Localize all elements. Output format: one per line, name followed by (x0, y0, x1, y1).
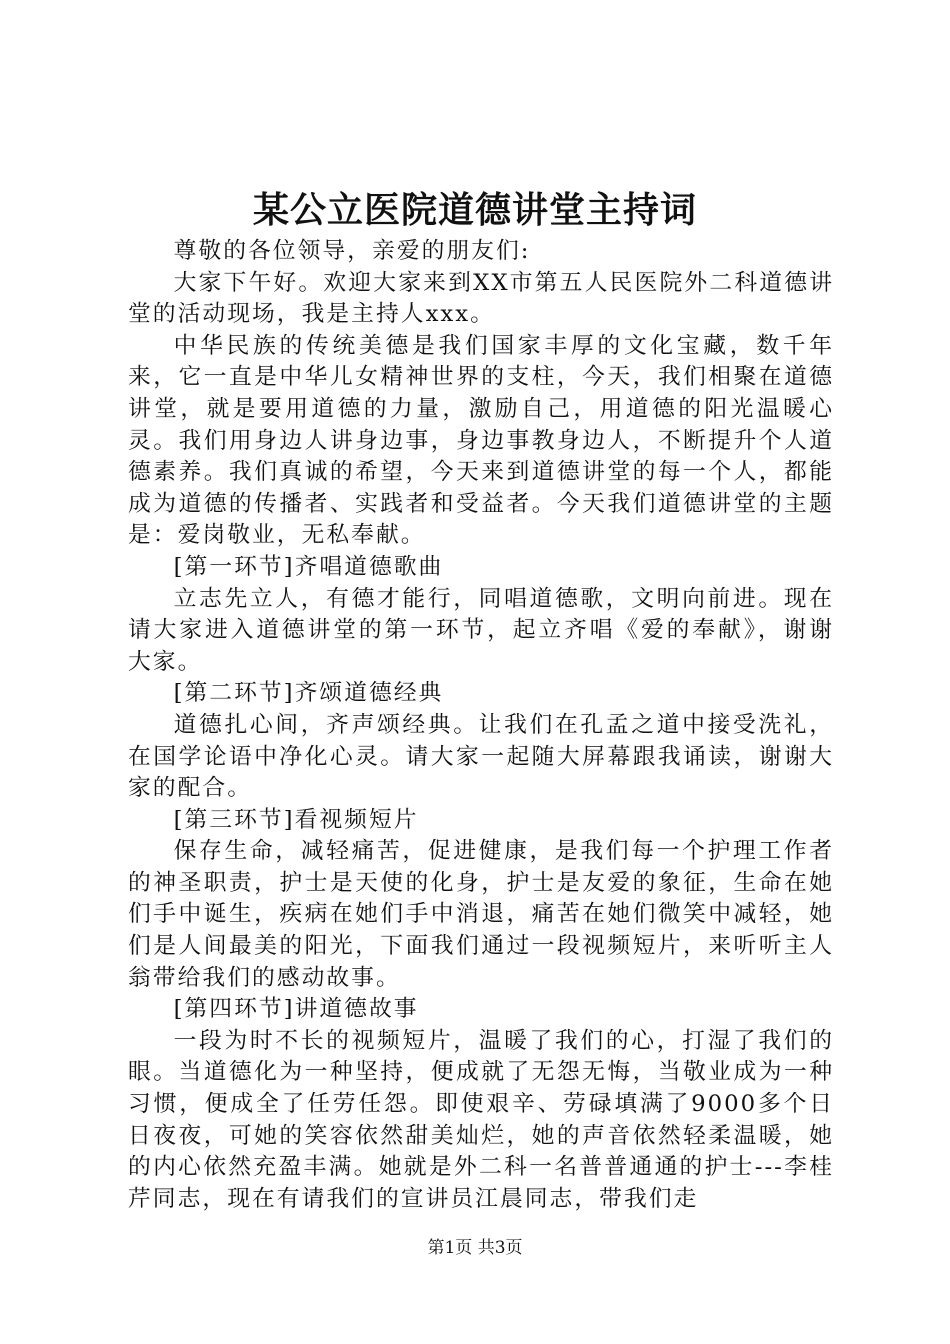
document-body (128, 236, 834, 1215)
section-paragraph-2: 道德扎心间，齐声颂经典。让我们在孔孟之道中接受洗礼，在国学论语中净化心灵。请大家一起随大屏幕跟我诵读，谢谢大家的配合。 (128, 711, 834, 802)
welcome-paragraph: 大家下午好。欢迎大家来到XX市第五人民医院外二科道德讲堂的活动现场，我是主持人xxx。 (128, 269, 834, 328)
section-heading-4: [第四环节]讲道德故事 (173, 996, 419, 1023)
section-paragraph-4: 一段为时不长的视频短片，温暖了我们的心，打湿了我们的眼。当道德化为一种坚持，便成就了无怨无悔，当敬业成为一种习惯，便成全了任劳任怨。即使艰辛、劳碌填满了9000多个日日夜夜，可她的笑容依然甜美灿烂，她的声音依然轻柔温暖，她的内心依然充盈丰满。她就是外二科一名普普通通的护士---李桂芹同志，现在有请我们的宣讲员江晨同志，带我们走 (128, 1027, 834, 1212)
section-paragraph-1: 立志先立人，有德才能行，同唱道德歌，文明向前进。现在请大家进入道德讲堂的第一环节，起立齐唱《爱的奉献》，谢谢大家。 (128, 585, 834, 675)
intro-paragraph: 中华民族的传统美德是我们国家丰厚的文化宝藏，数千年来，它一直是中华儿女精神世界的支柱，今天，我们相聚在道德讲堂，就是要用道德的力量，激励自己，用道德的阳光温暖心灵。我们用身边人讲身边事，身边事教身边人，不断提升个人道德素养。我们真诚的希望，今天来到道德讲堂的每一个人，都能成为道德的传播者、实践者和受益者。今天我们道德讲堂的主题是：爱岗敬业，无私奉献。 (128, 332, 834, 549)
document-title: 某公立医院道德讲堂主持词 (252, 189, 697, 231)
section-paragraph-3: 保存生命，减轻痛苦，促进健康，是我们每一个护理工作者的神圣职责，护士是天使的化身，护士是友爱的象征，生命在她们手中诞生，疾病在她们手中消退，痛苦在她们微笑中减轻，她们是人间最美的阳光，下面我们通过一段视频短片，来听听主人翁带给我们的感动故事。 (128, 838, 834, 991)
page-footer: 第1页 共3页 (427, 1238, 523, 1258)
section-heading-3: [第三环节]看视频短片 (173, 806, 419, 833)
greeting-paragraph: 尊敬的各位领导，亲爱的朋友们: (173, 238, 531, 264)
section-heading-1: [第一环节]齐唱道德歌曲 (173, 553, 444, 580)
section-heading-2: [第二环节]齐颂道德经典 (173, 680, 444, 707)
